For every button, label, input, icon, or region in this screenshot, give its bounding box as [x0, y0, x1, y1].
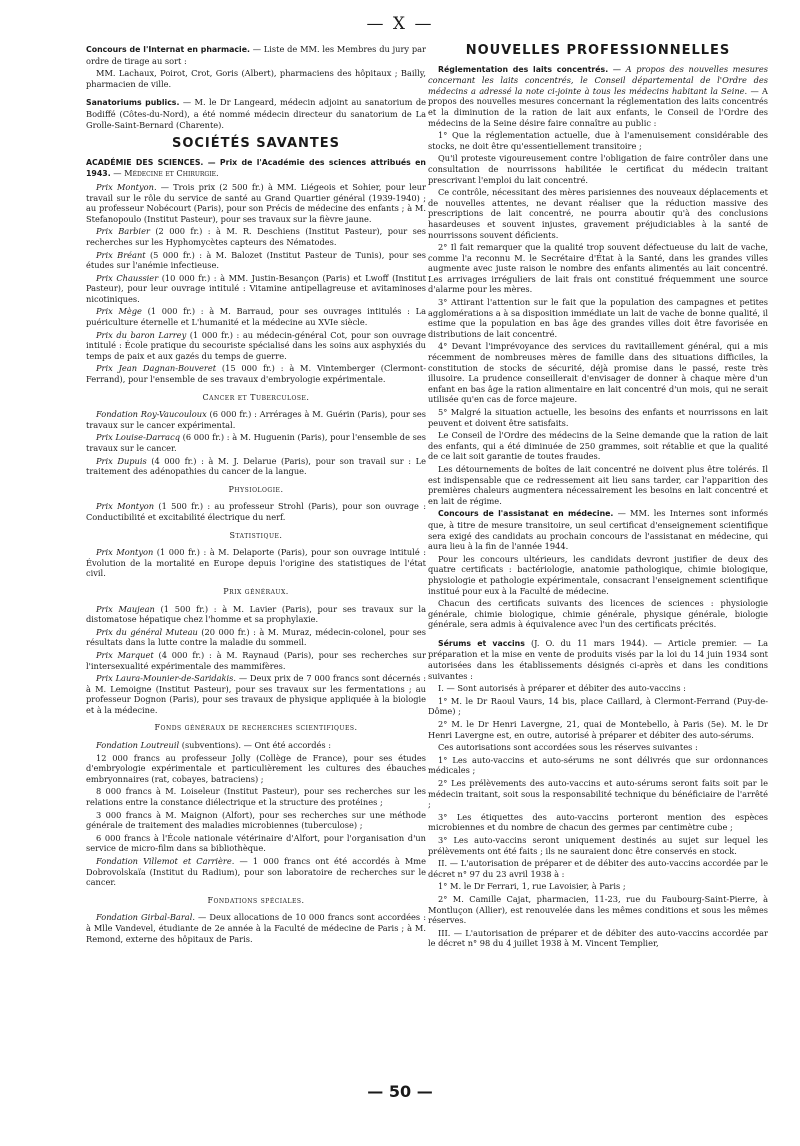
paragraph-serums-item: 1° M. le Dr Raoul Vaurs, 14 bis, place Caillard, à Clermont-Ferrand (Puy-de-Dôme) ; — [428, 695, 768, 717]
paragraph-serums-item: 3° Les auto-vaccins seront uniquement destinés au sujet sur lequel les prélèvements ont été faits ; ils ne sauraient donc être conservés en stock. — [428, 834, 768, 856]
heading-sanatoriums: Sanatoriums publics. — [86, 98, 180, 108]
paragraph-serums-item: 2° Les prélèvements des auto-vaccins et auto-sérums seront faits soit par le médecin traitant, soit sous la responsabilité technique du bénéficiaire de l'arrêté ; — [428, 778, 768, 810]
loutreuil-item: 6 000 francs à l'École nationale vétérinaire d'Alfort, pour l'organisation d'un service de micro-film dans sa bibliothèque. — [86, 832, 426, 854]
right-column — [428, 44, 768, 951]
paragraph-academie: ACADÉMIE DES SCIENCES. — Prix de l'Académie des sciences attribués en 1943. — Médecine et Chirurgie. — [86, 157, 426, 179]
prize-breant: Prix Bréant (5 000 fr.) : à M. Balozet (Institut Pasteur de Tunis), pour ses études sur l'anémie infectieuse. — [86, 249, 426, 271]
paragraph-serums-item: II. — L'autorisation de préparer et de débiter des auto-vaccins accordée par le décret n° 97 du 23 avril 1938 à : — [428, 858, 768, 879]
paragraph-serums-item: Ces autorisations sont accordées sous les réserves suivantes : — [438, 742, 698, 753]
paragraph-serums-item: III. — L'autorisation de préparer et de débiter des auto-vaccins accordée par le décret n° 98 du 4 juillet 1938 à M. Vincent Templier, — [428, 927, 768, 949]
loutreuil-item: 3 000 francs à M. Maignon (Alfort), pour ses recherches sur une méthode générale de traitement des maladies microbiennes (tuberculose) ; — [86, 809, 426, 831]
paragraph-laits-item: 2° Il fait remarquer que la qualité trop souvent défectueuse du lait de vache, comme l'a reconnu M. le Secrétaire d'État à la Santé, dans les grandes villes augmente avec juste raison le nombre des enfants alimentés au lait concentré. Les arrivages irréguliers de lait frais ont constitué fréquemment une source d'alarme pour les mères. — [428, 242, 768, 295]
paragraph-laits-item: Qu'il proteste vigoureusement contre l'obligation de faire contrôler dans une consultation de nourrissons habilitée le certificat du médecin traitant prescrivant l'emploi du lait concentré. — [428, 153, 768, 185]
subheading-prix-generaux: Prix généraux. — [223, 586, 289, 596]
page-roman-number: — X — — [366, 14, 434, 34]
paragraph-assistanat-item: Chacun des certificats suivants des licences de sciences : physiologie générale, chimie biologique, chimie générale, physique générale, biologie générale, sera admis à équivalence avec l'un des certificats précités. — [428, 598, 768, 630]
paragraph-serums-item: 3° Les étiquettes des auto-vaccins porteront mention des espèces microbiennes et du nombre de chacun des germes par centimètre cube ; — [428, 811, 768, 833]
section-title-societes: SOCIÉTÉS SAVANTES — [171, 136, 341, 152]
prize-dagnan: Prix Jean Dagnan-Bouveret (15 000 fr.) : à M. Vintemberger (Clermont-Ferrand), pour l'ensemble de ses travaux d'embryologie expérimentale. — [86, 363, 426, 385]
prize-villemot: Fondation Villemot et Carrière. — 1 000 francs ont été accordés à Mme Dobrovolskaïa (Institut du Radium), pour son laboratoire de recherches sur le cancer. — [86, 856, 426, 888]
paragraph-serums-item: 1° M. le Dr Ferrari, 1, rue Lavoisier, à Paris ; — [438, 881, 626, 892]
prize-dupuis: Prix Dupuis (4 000 fr.) : à M. J. Delarue (Paris), pour son travail sur : Le traitement des adénopathies du cancer de la langue. — [86, 455, 426, 477]
paragraph-laits-item: Le Conseil de l'Ordre des médecins de la Seine demande que la ration de lait des enfants, qui a été diminuée de 250 grammes, soit rétablie et que la qualité de ce lait soit garantie de toutes fraudes. — [428, 430, 768, 462]
subheading-fondations-speciales: Fondations spéciales. — [207, 895, 305, 905]
prize-girbal: Fondation Girbal-Baral. — Deux allocations de 10 000 francs sont accordées : à Mlle Vandevel, étudiante de 2e année à la Faculté de médecine de Paris ; à M. Remond, externe des hôpitaux de Paris. — [86, 912, 426, 944]
paragraph-laits-item: Les détournements de boîtes de lait concentré ne doivent plus être tolérés. Il est indispensable que ce redressement ait lieu sans tarder, car l'apparition des premières chaleurs augmentera nécessairement les besoins en lait concentré et en lait de régime. — [428, 463, 768, 506]
paragraph-laits-item: 5° Malgré la situation actuelle, les besoins des enfants et nourrissons en lait peuvent et doivent être satisfaits. — [428, 407, 768, 428]
paragraph-laits-item: Ce contrôle, nécessitant des mères parisiennes des nouveaux déplacements et de nouvelles attentes, ne devant réaliser que la réduction massive des prescriptions de lait concentré, ne pourra aboutir qu'à des conclusions hasardeuses et souvent injustes, gravement préjudiciables à la santé de nourrissons souvent déficients. — [428, 187, 768, 240]
prize-montyon-stat: Prix Montyon (1 000 fr.) : à M. Delaporte (Paris), pour son ouvrage intitulé : Évolution de la mortalité en Europe depuis l'origine des statistiques de l'état civil. — [86, 547, 426, 579]
prize-barbier: Prix Barbier (2 000 fr.) : à M. R. Deschiens (Institut Pasteur), pour ses recherches sur les Hyphomycètes capteurs des Nématodes. — [86, 226, 426, 247]
prize-larrey: Prix du baron Larrey (1 000 fr.) : au médecin-général Cot, pour son ouvrage intitulé : École pratique du secouriste spécialisé dans les soins aux asphyxiés du temps de paix et aux gazés du temps de guerre. — [86, 329, 426, 361]
paragraph-serums: Sérums et vaccins (J. O. du 11 mars 1944). — Article premier. — La préparation et la mise en vente de produits visés par la loi du 14 juin 1934 sont autorisées dans les établissements désignés ci-après et dans les conditions suivantes : — [428, 637, 768, 681]
paragraph-laits-item: 1° Que la réglementation actuelle, due à l'amenuisement considérable des stocks, ne doit être qu'essentiellement transitoire ; — [428, 130, 768, 151]
prize-muteau: Prix du général Muteau (20 000 fr.) : à M. Muraz, médecin-colonel, pour ses résultats dans la lutte contre la maladie du sommeil. — [86, 626, 426, 648]
prize-maujean: Prix Maujean (1 500 fr.) : à M. Lavier (Paris), pour ses travaux sur la distomatose hépatique chez l'homme et sa prophylaxie. — [86, 603, 426, 625]
loutreuil-item: 12 000 francs au professeur Jolly (Collège de France), pour ses études d'embryologie expérimentale et particulièrement les cultures des ébauches embryonnaires (rat, cobayes, batraciens) ; — [86, 752, 426, 784]
paragraph-assistanat-item: Pour les concours ultérieurs, les candidats devront justifier de deux des quatre certificats : bactériologie, anatomie pathologique, chimie biologique, physiologie et pathologie expérimentale, consacrant l'enseignement scientifique institué pour eux à la Faculté de médecine. — [428, 553, 768, 596]
prize-chaussier: Prix Chaussier (10 000 fr.) : à MM. Justin-Besançon (Paris) et Lwoff (Institut Pasteur), pour leur ouvrage intitulé : Vitamine antipellagreuse et avitaminoses nicotiniques. — [86, 272, 426, 304]
paragraph-laits: Réglementation des laits concentrés. — A propos des nouvelles mesures concernant les laits concentrés, le Conseil départemental de l'Ordre des médecins a adressé la note ci-jointe à tous les médecins habitant la Seine. — A propos des nouvelles mesures concernant la réglementation des laits concentrés et la diminution de la ration de lait aux enfants, le Conseil de l'Ordre des médecins de la Seine désire faire connaître au public : — [428, 63, 768, 128]
subheading-statistique: Statistique. — [229, 530, 283, 540]
subheading-cancer: Cancer et Tuberculose. — [202, 392, 310, 402]
paragraph-serums-item: 1° Les auto-vaccins et auto-sérums ne sont délivrés que sur ordonnances médicales ; — [428, 754, 768, 776]
prize-montyon: Prix Montyon. — Trois prix (2 500 fr.) à MM. Liégeois et Sohier, pour leur travail sur le rôle du service de santé au Grand Quartier général (1939-1940) ; au professeur Nobécourt (Paris), pour son Précis de médecine des enfants ; à M. Stefanopoulo (Institut Pasteur), pour ses travaux sur la fièvre jaune. — [86, 181, 426, 224]
subheading-physiologie: Physiologie. — [228, 484, 284, 494]
prize-roy: Fondation Roy-Vaucouloux (6 000 fr.) : Arrérages à M. Guérin (Paris), pour ses travaux sur le cancer expérimental. — [86, 409, 426, 430]
paragraph-laits-item: 3° Attirant l'attention sur le fait que la population des campagnes et petites agglomérations a à sa disposition immédiate un lait de vache de bonne qualité, il estime que la population en bas âge des grandes villes doit être favorisée en distributions de lait concentré. — [428, 297, 768, 339]
paragraph-assistanat: Concours de l'assistanat en médecine. — MM. les Internes sont informés que, à titre de mesure transitoire, un seul certificat d'enseignement scientifique sera exigé des candidats au prochain concours de l'assistanat en médecine, qui aura lieu à la fin de l'année 1944. — [428, 508, 768, 552]
paragraph-serums-item: 2° M. le Dr Henri Lavergne, 21, quai de Montebello, à Paris (5e). M. le Dr Henri Lavergne est, en outre, autorisé à préparer et débiter des auto-sérums. — [428, 719, 768, 740]
paragraph-sanatoriums: Sanatoriums publics. — M. le Dr Langeard, médecin adjoint au sanatorium de Bodiffé (Côtes-du-Nord), a été nommé médecin directeur du sanatorium de La Grolle-Saint-Bernard (Charente). — [86, 97, 426, 130]
subheading-fonds: Fonds généraux de recherches scientifiques. — [154, 723, 358, 733]
paragraph-laits-item: 4° Devant l'imprévoyance des services du ravitaillement général, qui a mis récemment de nombreuses mères de famille dans des situations difficiles, la constitution de stocks de sécurité, déjà promise dans le passé, reste très illusoire. La prudence conseillerait d'envisager de donner à chaque mère d'un enfant en bas âge la ration alimentaire en lait concentré d'un mois, qui ne serait utilisée qu'en cas de force majeure. — [428, 341, 768, 405]
left-column — [86, 44, 426, 946]
paragraph-serums-item: 2° M. Camille Cajat, pharmacien, 11-23, rue du Faubourg-Saint-Pierre, à Montluçon (Allier), est renouvelée dans les mêmes conditions et sous les mêmes réserves. — [428, 893, 768, 926]
paragraph-serums-item: I. — Sont autorisés à préparer et débiter des auto-vaccins : — [438, 683, 686, 694]
paragraph-jury: MM. Lachaux, Poirot, Crot, Goris (Albert), pharmaciens des hôpitaux ; Bailly, pharmacien de ville. — [86, 68, 426, 89]
loutreuil-item: 8 000 francs à M. Loiseleur (Institut Pasteur), pour ses recherches sur les relations entre la constance diélectrique et la structure des protéines ; — [86, 786, 426, 808]
prize-loutreuil: Fondation Loutreuil (subventions). — Ont été accordés : — [96, 740, 332, 751]
section-title-nouvelles: NOUVELLES PROFESSIONNELLES — [465, 43, 731, 58]
prize-darracq: Prix Louise-Darracq (6 000 fr.) : à M. Huguenin (Paris), pour l'ensemble de ses travaux sur le cancer. — [86, 432, 426, 453]
prize-montyon-physio: Prix Montyon (1 500 fr.) : au professeur Strohl (Paris), pour son ouvrage : Conductibilité et excitabilité électrique du nerf. — [86, 501, 426, 522]
page-number: — 50 — — [367, 1082, 433, 1101]
heading-internat: Concours de l'Internat en pharmacie. — [86, 45, 250, 54]
prize-laura: Prix Laura-Mounier-de-Saridakis. — Deux prix de 7 000 francs sont décernés : à M. Lemoigne (Institut Pasteur), pour ses travaux sur les fermentations ; au professeur Dognon (Paris), pour ses travaux de physique appliquée à la biologie et à la médecine. — [86, 673, 426, 715]
paragraph-internat: Concours de l'Internat en pharmacie. — Liste de MM. les Membres du jury par ordre de tirage au sort : — [86, 44, 426, 66]
prize-marquet: Prix Marquet (4 000 fr.) : à M. Raynaud (Paris), pour ses recherches sur l'intersexualité expérimentale des mammifères. — [86, 649, 426, 671]
prize-mege: Prix Mège (1 000 fr.) : à M. Barraud, pour ses ouvrages intitulés : La puériculture éternelle et L'humanité et la médecine au XVIe siècle. — [86, 306, 427, 328]
